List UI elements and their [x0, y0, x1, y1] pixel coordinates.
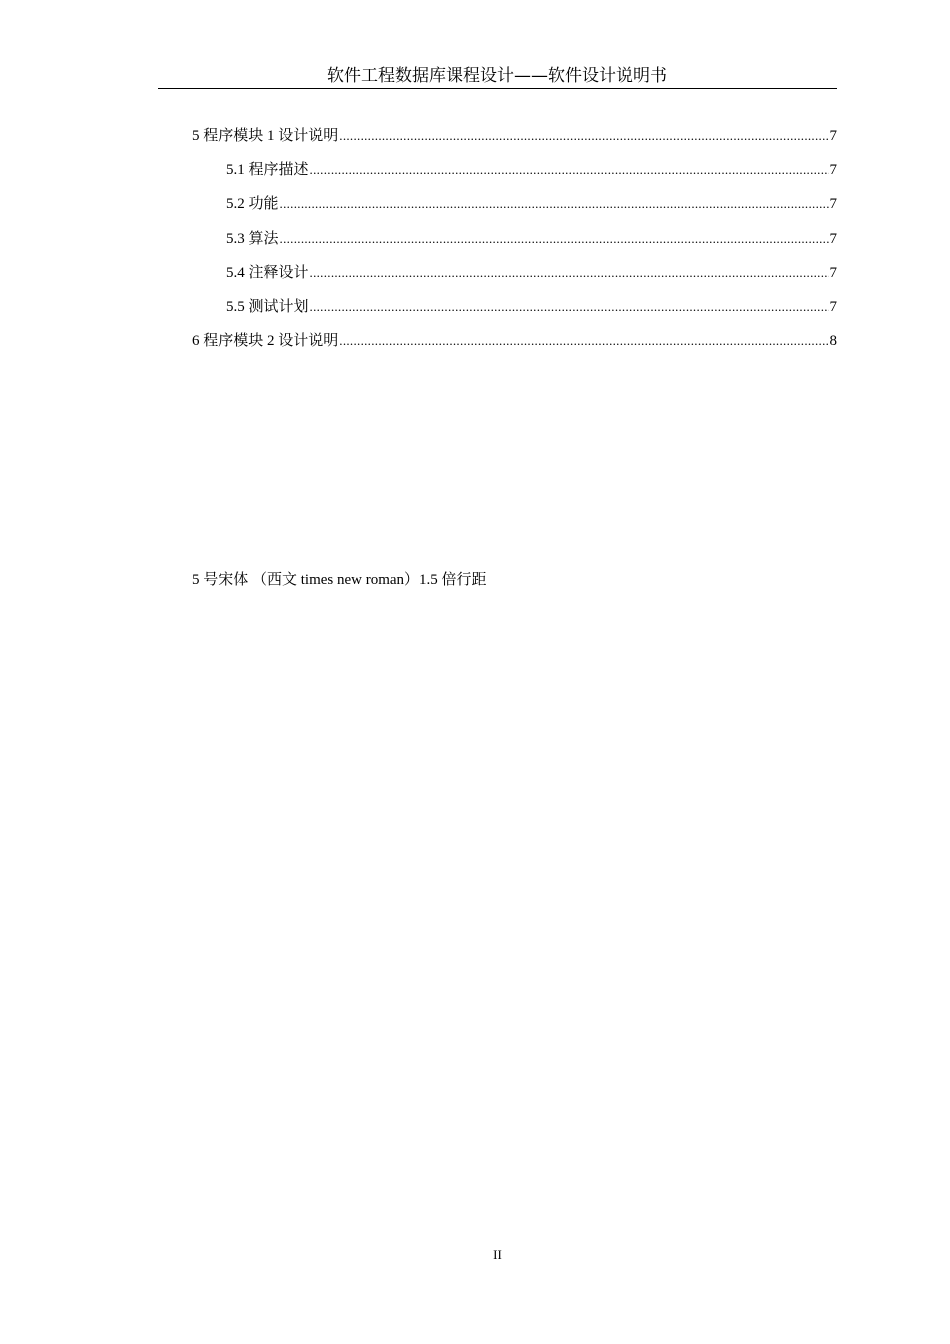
toc-entry-label: 5.5 测试计划 [226, 298, 309, 315]
toc-entry-label: 5.3 算法 [226, 230, 279, 247]
toc-dot-leader [310, 159, 829, 181]
toc-dot-leader [339, 125, 828, 147]
toc-dot-leader [310, 262, 829, 284]
formatting-note: 5 号宋体 （西文 times new roman）1.5 倍行距 [192, 572, 487, 588]
toc-entry-5-1[interactable] [192, 159, 837, 193]
toc-entry-5-2[interactable] [192, 193, 837, 227]
toc-entry-label: 6 程序模块 2 设计说明 [192, 333, 339, 350]
page-header-title: 软件工程数据库课程设计——软件设计说明书 [327, 66, 667, 86]
toc-dot-leader [280, 228, 829, 250]
toc-entry-5-4[interactable] [192, 262, 837, 296]
toc-entry-page: 7 [829, 162, 837, 179]
toc-entry-label: 5.4 注释设计 [226, 264, 309, 281]
toc-entry-page: 7 [829, 264, 837, 281]
toc-dot-leader [339, 330, 828, 352]
toc-entry-page: 7 [829, 298, 837, 315]
toc-entry-label: 5 程序模块 1 设计说明 [192, 128, 339, 144]
toc-dot-leader [310, 296, 829, 318]
toc-entry-5-5[interactable] [192, 296, 837, 330]
toc-entry-page: 7 [829, 196, 837, 213]
toc-entry-label: 5.1 程序描述 [226, 162, 309, 179]
toc-dot-leader [280, 193, 829, 215]
toc-entry-page: 7 [829, 128, 837, 144]
page-number: II [493, 1247, 502, 1262]
toc-entry-label: 5.2 功能 [226, 196, 279, 213]
toc-entry-6[interactable] [192, 330, 837, 364]
toc-entry-page: 8 [829, 333, 837, 350]
table-of-contents [192, 125, 837, 364]
toc-entry-page: 7 [829, 230, 837, 247]
toc-entry-5[interactable] [192, 125, 837, 159]
toc-entry-5-3[interactable] [192, 228, 837, 262]
header-rule [158, 88, 837, 89]
